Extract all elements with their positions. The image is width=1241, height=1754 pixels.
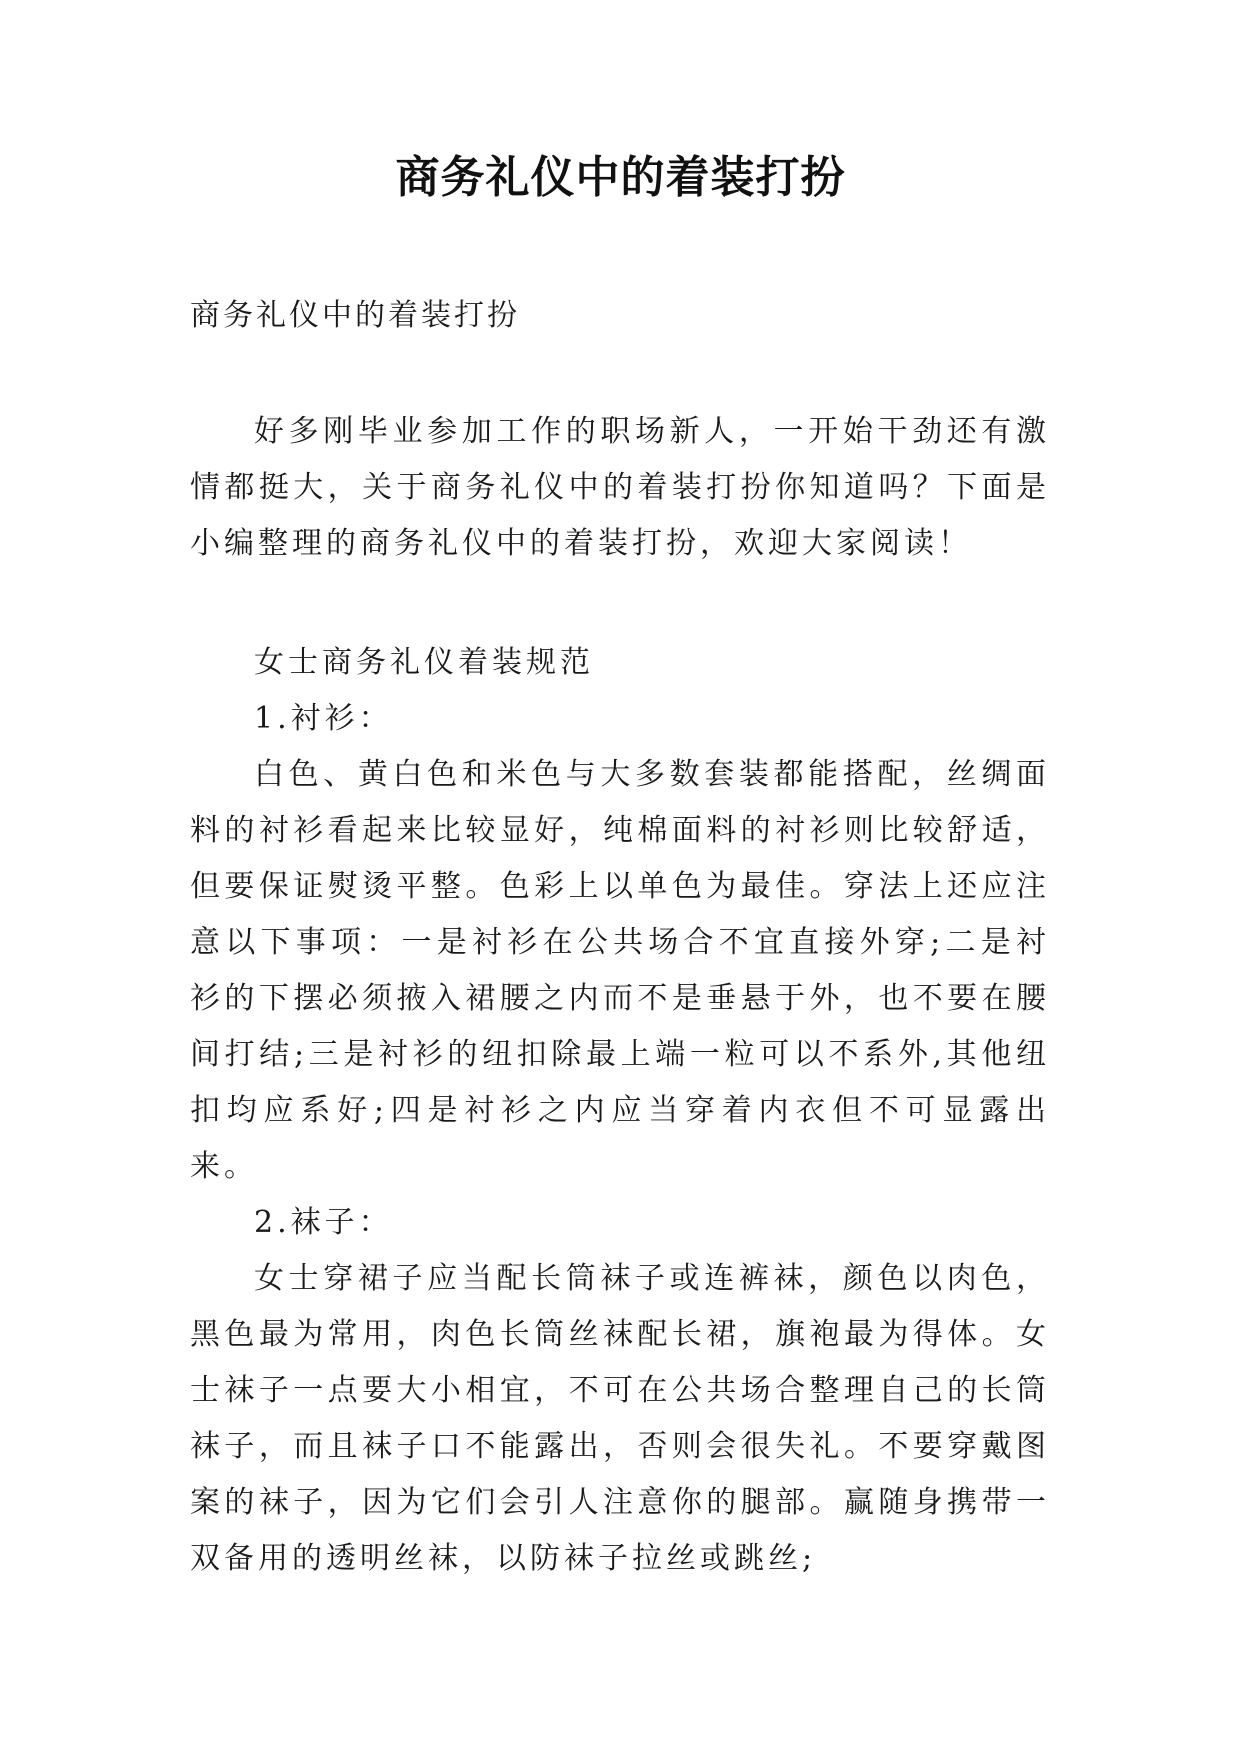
intro-section xyxy=(190,404,1050,572)
item-paragraph-shirt: 白色、黄白色和米色与大多数套装都能搭配，丝绸面料的衬衫看起来比较显好，纯棉面料的衬衫则比较舒适，但要保证熨烫平整。色彩上以单色为最佳。穿法上还应注意以下事项：一是衬衫在公共场合不宜直接外穿;二是衬衫的下摆必须掖入裙腰之内而不是垂悬于外，也不要在腰间打结;三是衬衫的纽扣除最上端一粒可以不系外,其他纽扣均应系好;四是衬衫之内应当穿着内衣但不可显露出来。 xyxy=(190,757,1050,1184)
item-heading-socks: 2.袜子： xyxy=(254,1205,393,1240)
item-heading-shirt: 1.衬衫： xyxy=(254,701,393,736)
section-heading: 女士商务礼仪着装规范 xyxy=(254,645,594,680)
document-subtitle xyxy=(190,288,1050,344)
item-paragraph-socks: 女士穿裙子应当配长筒袜子或连裤袜，颜色以肉色，黑色最为常用，肉色长筒丝袜配长裙，旗袍最为得体。女士袜子一点要大小相宜，不可在公共场合整理自己的长筒袜子，而且袜子口不能露出，否则会很失礼。不要穿戴图案的袜子，因为它们会引人注意你的腿部。赢随身携带一双备用的透明丝袜，以防袜子拉丝或跳丝; xyxy=(190,1261,1050,1576)
subtitle-text: 商务礼仪中的着装打扮 xyxy=(190,298,520,333)
intro-paragraph: 好多刚毕业参加工作的职场新人，一开始干劲还有激情都挺大，关于商务礼仪中的着装打扮你知道吗？下面是小编整理的商务礼仪中的着装打扮，欢迎大家阅读！ xyxy=(190,414,1050,561)
dress-code-section xyxy=(190,635,1050,1587)
document-title: 商务礼仪中的着装打扮 xyxy=(395,152,846,203)
